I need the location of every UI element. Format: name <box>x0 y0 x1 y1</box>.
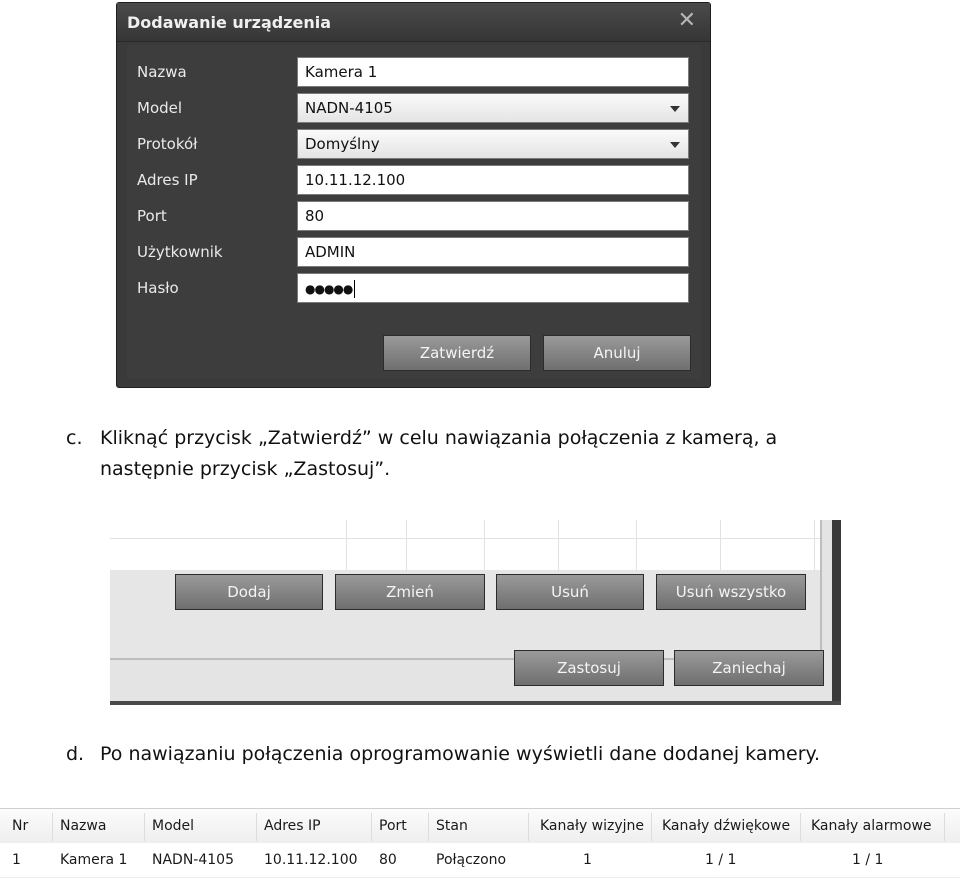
field-row-protocol <box>127 129 701 161</box>
name-value: Kamera 1 <box>305 63 378 81</box>
device-list-panel <box>110 520 841 705</box>
panel-border <box>832 520 841 705</box>
column-separator[interactable] <box>144 813 145 841</box>
cell-ip: 10.11.12.100 <box>264 852 358 868</box>
ip-value: 10.11.12.100 <box>305 171 406 189</box>
name-label: Nazwa <box>137 63 187 81</box>
grid-line <box>110 538 820 539</box>
step-c-marker: c. <box>66 427 83 449</box>
password-value: ●●●●● <box>305 282 353 296</box>
column-separator[interactable] <box>944 813 945 841</box>
protocol-value: Domyślny <box>305 135 380 153</box>
table-header <box>0 809 960 844</box>
cell-port: 80 <box>379 852 397 868</box>
grid-line <box>814 520 815 570</box>
close-icon[interactable]: ✕ <box>677 8 696 33</box>
header-model[interactable]: Model <box>152 818 195 834</box>
user-value: ADMIN <box>305 243 356 261</box>
cell-nr: 1 <box>12 852 21 868</box>
field-row-password <box>127 273 701 305</box>
step-c-line1: Kliknąć przycisk „Zatwierdź” w celu nawiązania połączenia z kamerą, a <box>100 427 778 449</box>
field-row-model <box>127 93 701 125</box>
port-input[interactable] <box>297 201 689 231</box>
column-separator[interactable] <box>528 813 529 841</box>
grid-line <box>720 520 721 570</box>
device-table <box>0 808 960 880</box>
cancel-button[interactable]: Anuluj <box>543 335 691 371</box>
model-value: NADN-4105 <box>305 99 393 117</box>
cell-audio-channels: 1 / 1 <box>705 852 737 868</box>
confirm-button[interactable]: Zatwierdź <box>383 335 531 371</box>
field-row-port <box>127 201 701 233</box>
ip-input[interactable] <box>297 165 689 195</box>
header-nr[interactable]: Nr <box>12 818 29 834</box>
discard-button[interactable]: Zaniechaj <box>674 650 824 686</box>
column-separator[interactable] <box>800 813 801 841</box>
add-device-dialog <box>116 2 711 388</box>
dialog-body <box>127 45 701 379</box>
cell-name: Kamera 1 <box>60 852 128 868</box>
dialog-title: Dodawanie urządzenia <box>127 13 332 32</box>
step-d-marker: d. <box>66 743 85 765</box>
port-value: 80 <box>305 207 325 225</box>
cell-video-channels: 1 <box>583 852 592 868</box>
dialog-titlebar <box>117 3 710 42</box>
chevron-down-icon[interactable] <box>670 142 680 148</box>
column-separator[interactable] <box>371 813 372 841</box>
chevron-down-icon[interactable] <box>670 106 680 112</box>
ip-label: Adres IP <box>137 171 198 189</box>
protocol-select[interactable] <box>297 129 689 159</box>
cell-model: NADN-4105 <box>152 852 234 868</box>
grid-line <box>406 520 407 570</box>
header-port[interactable]: Port <box>379 818 407 834</box>
field-row-name <box>127 57 701 89</box>
column-separator[interactable] <box>256 813 257 841</box>
port-label: Port <box>137 207 167 225</box>
device-list-toolbar <box>110 570 822 660</box>
cell-status: Połączono <box>436 852 507 868</box>
delete-button[interactable]: Usuń <box>496 574 644 610</box>
add-button[interactable]: Dodaj <box>175 574 323 610</box>
header-video-channels[interactable]: Kanały wizyjne <box>540 818 645 834</box>
grid-line <box>484 520 485 570</box>
column-separator[interactable] <box>651 813 652 841</box>
model-label: Model <box>137 99 183 117</box>
password-label: Hasło <box>137 279 179 297</box>
panel-border <box>110 701 841 705</box>
grid-line <box>346 520 347 570</box>
device-list-grid <box>110 520 822 570</box>
column-separator[interactable] <box>52 813 53 841</box>
header-alarm-channels[interactable]: Kanały alarmowe <box>811 818 932 834</box>
header-status[interactable]: Stan <box>436 818 468 834</box>
text-caret <box>354 280 355 298</box>
grid-line <box>558 520 559 570</box>
user-input[interactable] <box>297 237 689 267</box>
grid-line <box>636 520 637 570</box>
password-input[interactable] <box>297 273 689 303</box>
field-row-user <box>127 237 701 269</box>
model-select[interactable] <box>297 93 689 123</box>
step-c <box>66 424 777 452</box>
step-d-line1: Po nawiązaniu połączenia oprogramowanie wyświetli dane dodanej kamery. <box>100 743 821 765</box>
apply-button[interactable]: Zastosuj <box>514 650 664 686</box>
column-separator[interactable] <box>428 813 429 841</box>
table-row[interactable] <box>0 843 960 878</box>
edit-button[interactable]: Zmień <box>335 574 485 610</box>
step-d <box>66 740 820 768</box>
name-input[interactable] <box>297 57 689 87</box>
delete-all-button[interactable]: Usuń wszystko <box>656 574 806 610</box>
field-row-ip <box>127 165 701 197</box>
user-label: Użytkownik <box>137 243 223 261</box>
header-ip[interactable]: Adres IP <box>264 818 321 834</box>
protocol-label: Protokół <box>137 135 198 153</box>
step-c-line2: następnie przycisk „Zastosuj”. <box>100 458 391 480</box>
cell-alarm-channels: 1 / 1 <box>852 852 884 868</box>
header-name[interactable]: Nazwa <box>60 818 107 834</box>
header-audio-channels[interactable]: Kanały dźwiękowe <box>662 818 791 834</box>
